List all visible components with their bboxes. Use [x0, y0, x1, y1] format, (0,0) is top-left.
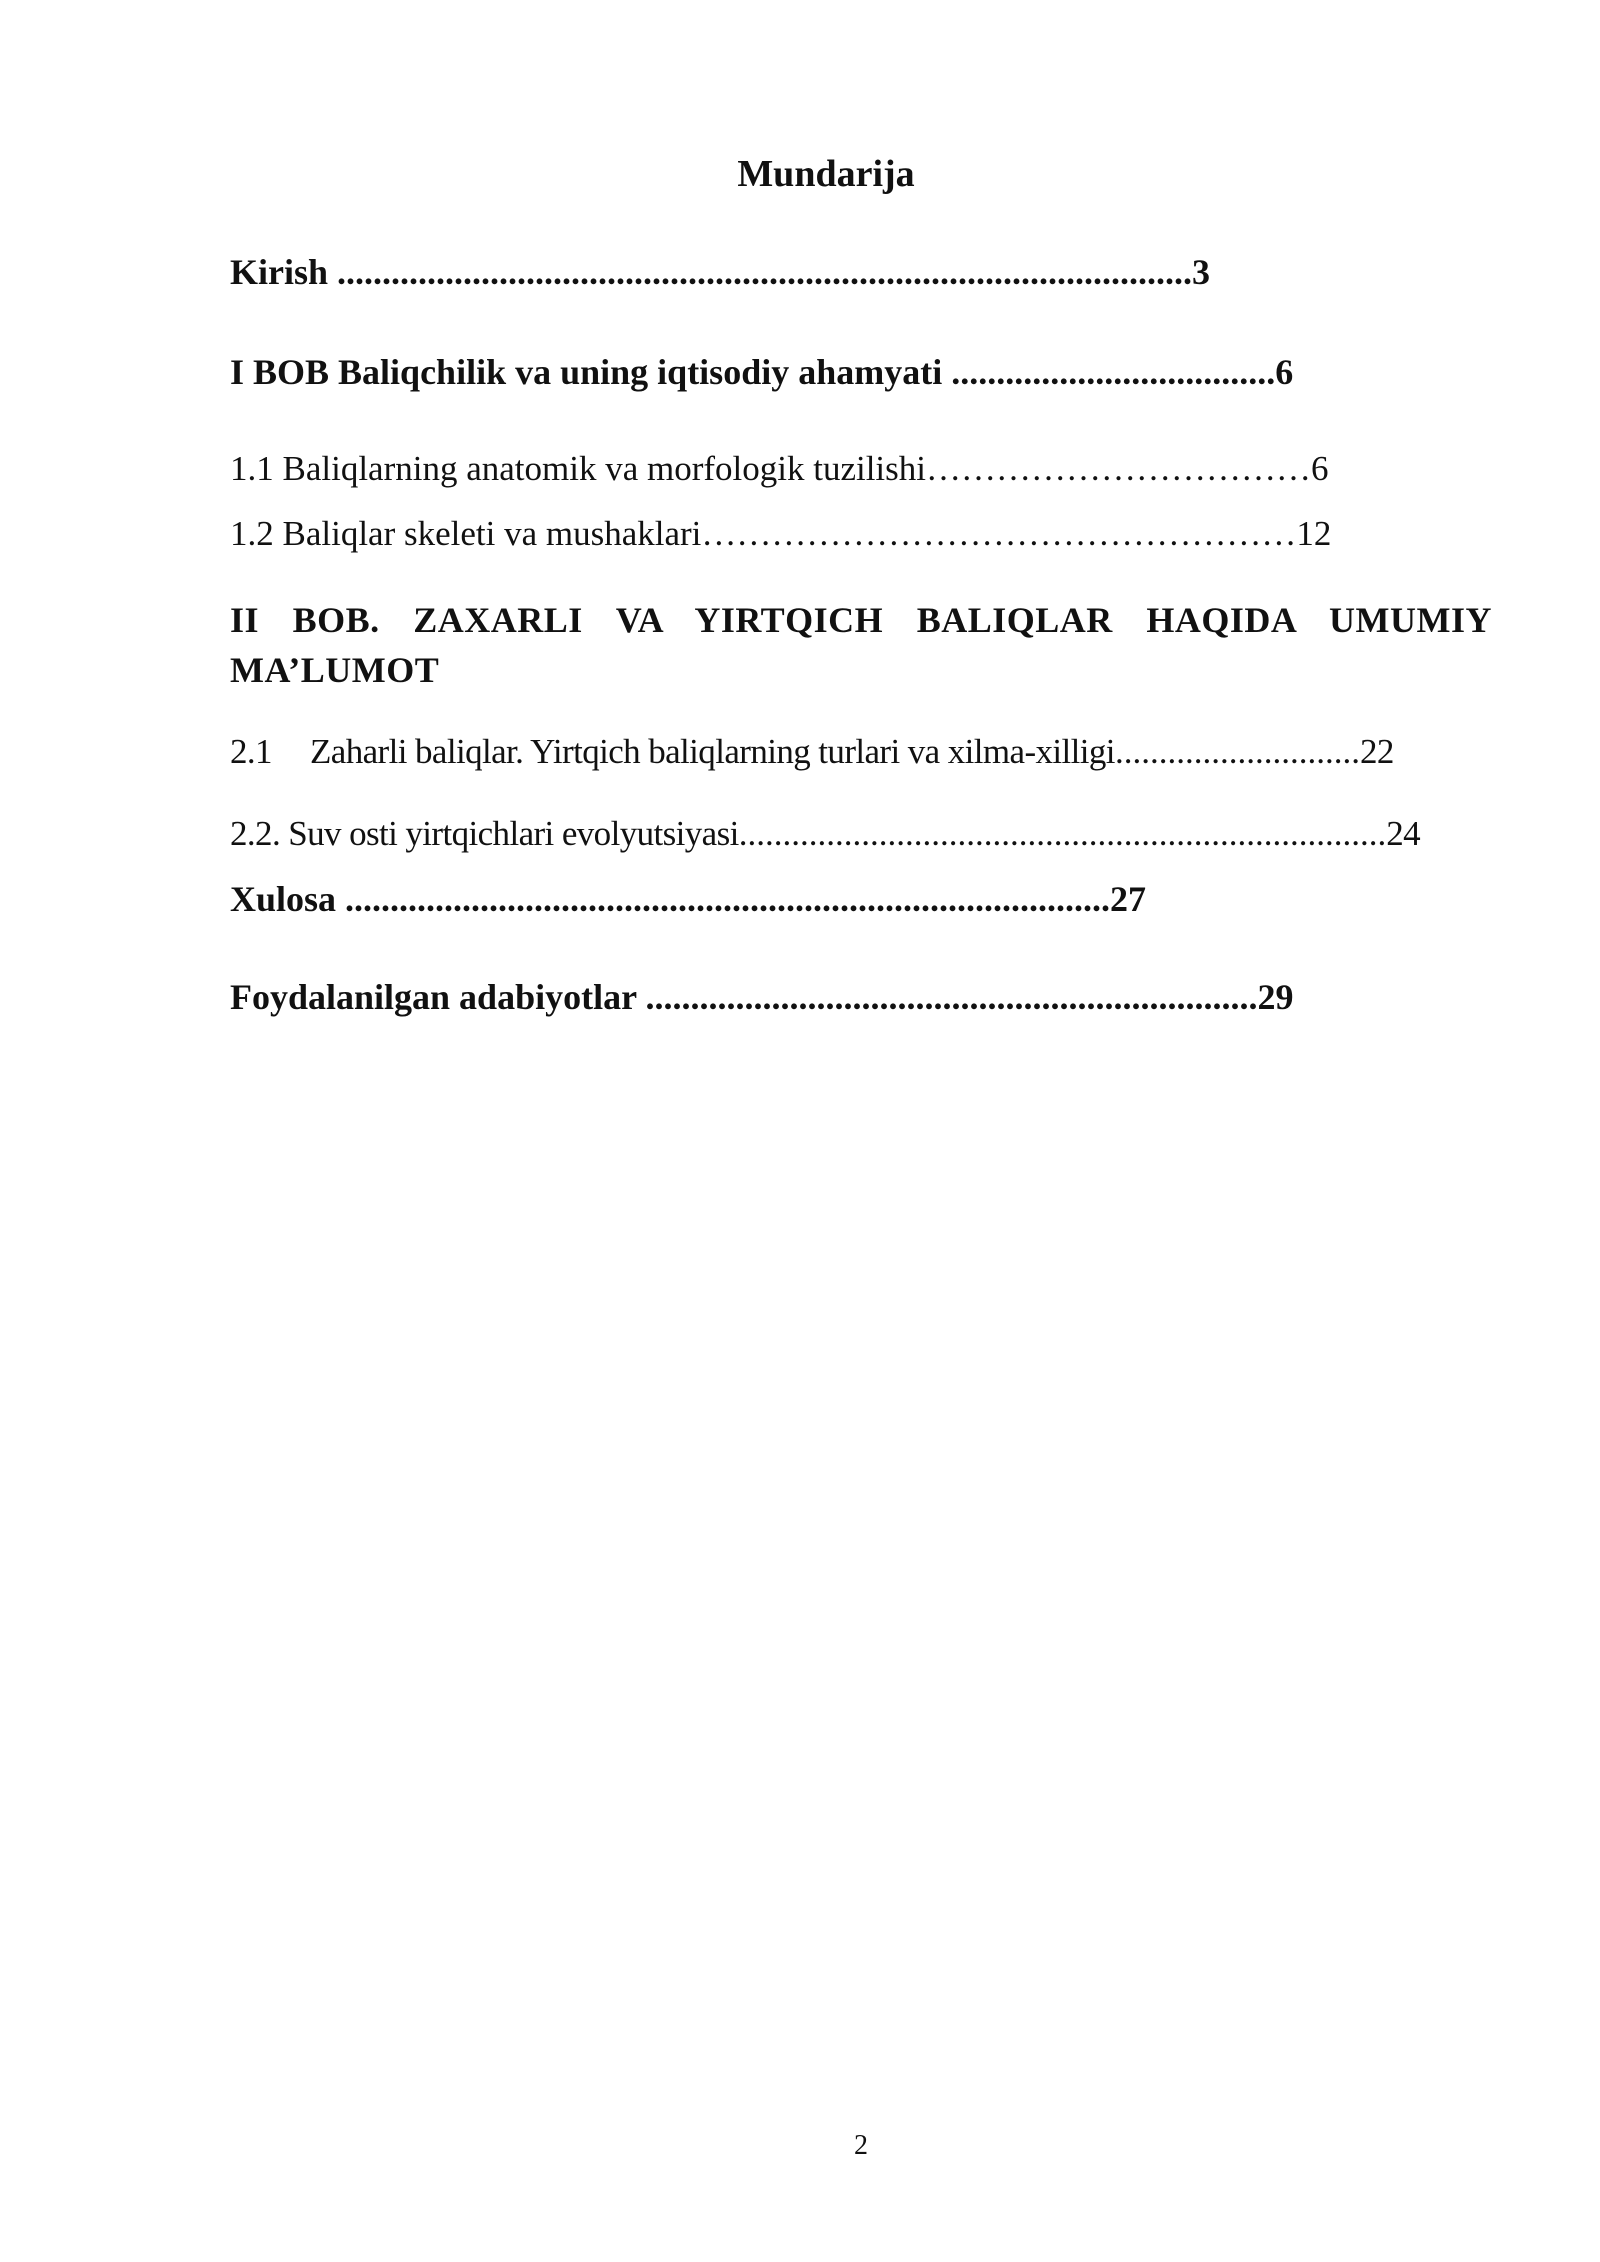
toc-leader-dots: ............................ [1114, 732, 1360, 771]
toc-entry-label: Kirish [230, 252, 338, 292]
toc-entry-section-2-2 [230, 810, 1420, 858]
toc-leader-dots: …………………………… [926, 449, 1312, 488]
toc-page-number: 3 [1192, 252, 1211, 292]
toc-leader-dots: .................................... [951, 352, 1276, 392]
toc-leader-dots: .......................................................................... [738, 814, 1387, 853]
toc-entry-label: Xulosa [230, 879, 346, 919]
toc-entry-label: 2.2. Suv osti yirtqichlari evolyutsiyasi [230, 814, 739, 853]
page-number: 2 [854, 2130, 868, 2161]
toc-leader-dots: ............................................................................................... [337, 252, 1193, 292]
toc-entry-section-2-1 [230, 728, 1394, 776]
toc-entry-bibliography [230, 973, 1293, 1021]
toc-entry-kirish [230, 248, 1210, 296]
toc-entry-label: Foydalanilgan adabiyotlar [230, 977, 646, 1017]
toc-leader-dots: .................................................................... [645, 977, 1258, 1017]
toc-page-number: 22 [1359, 732, 1394, 771]
toc-entry-chapter-2: II BOB. ZAXARLI VA YIRTQICH BALIQLAR HAQIDA UMUMIY MA’LUMOT [230, 600, 1492, 690]
toc-entry-label: 1.2 Baliqlar skeleti va mushaklari [230, 514, 702, 553]
toc-page-number: 6 [1275, 352, 1294, 392]
toc-entry-section-1-1 [230, 445, 1329, 493]
toc-leader-dots: ..................................................................................... [345, 879, 1111, 919]
toc-page-number: 27 [1110, 879, 1147, 919]
toc-entry-label: Zaharli baliqlar. Yirtqich baliqlarning turlari va xilma-xilligi [310, 732, 1115, 771]
toc-page-number: 29 [1257, 977, 1294, 1017]
toc-entry-section-1-2 [230, 510, 1331, 558]
toc-entry-label: 1.1 Baliqlarning anatomik va morfologik tuzilishi [230, 449, 927, 488]
toc-section-number: 2.1 [230, 732, 272, 771]
toc-leader-dots: …………………………………………… [701, 514, 1297, 553]
toc-page-number: 6 [1311, 449, 1329, 488]
toc-page-number: 24 [1386, 814, 1421, 853]
toc-title: Mundarija [737, 153, 915, 195]
toc-entry-xulosa [230, 875, 1146, 923]
toc-page-number: 12 [1296, 514, 1332, 553]
toc-entry-label: I BOB Baliqchilik va uning iqtisodiy ahamyati [230, 352, 952, 392]
toc-entry-chapter-1 [230, 348, 1293, 396]
